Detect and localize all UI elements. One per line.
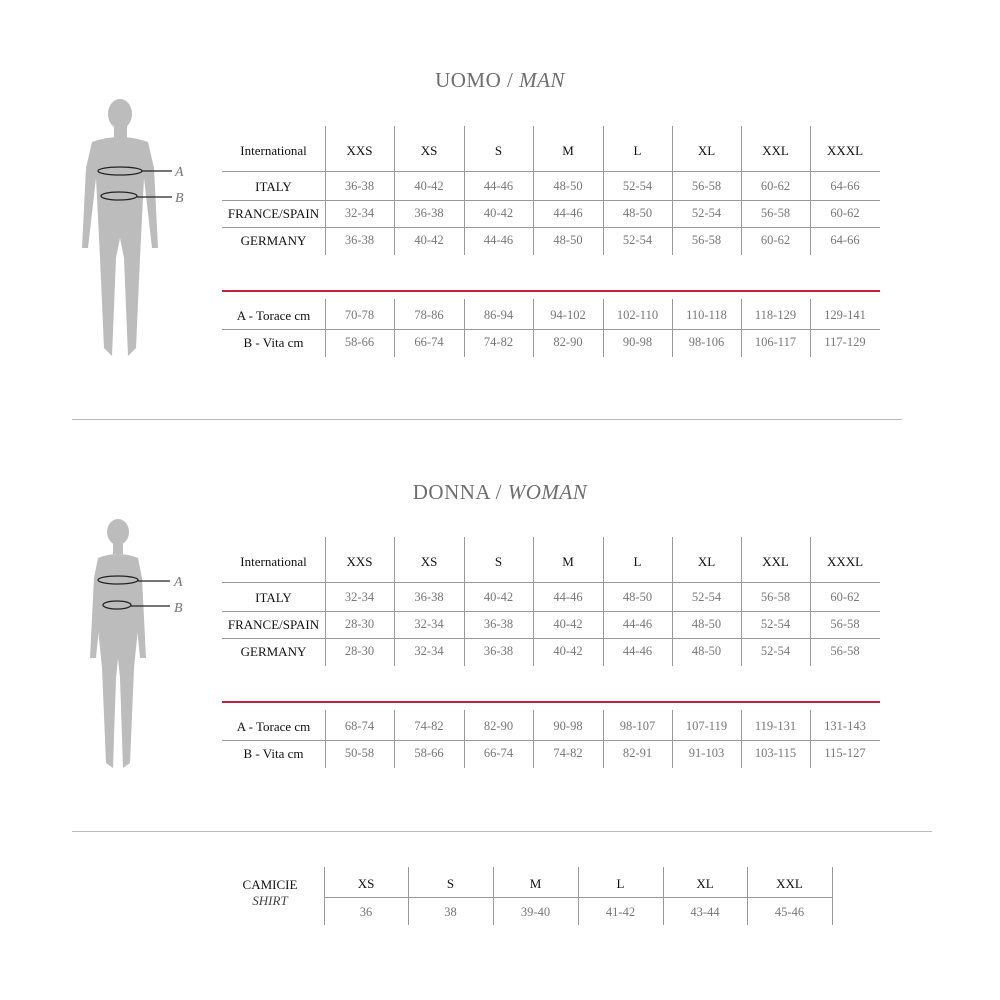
header-label-international: International (240, 143, 307, 158)
size-header-xs: XS (420, 143, 438, 158)
table-cell: 70-78 (344, 308, 375, 322)
table-column-rule (408, 867, 409, 925)
size-header-m: M (562, 143, 574, 158)
table-cell: 56-58 (691, 233, 722, 247)
table-column-rule (533, 299, 534, 357)
table-column-rule (603, 710, 604, 768)
table-cell: 107-119 (685, 719, 728, 733)
table-rule (222, 227, 880, 228)
table-cell: 68-74 (344, 719, 375, 733)
table-cell: 36-38 (483, 644, 514, 658)
table-column-rule (672, 537, 673, 666)
size-header-l: L (633, 554, 642, 569)
table-cell: 115-127 (824, 746, 866, 760)
table-column-rule (394, 299, 395, 357)
table-cell: 44-46 (553, 206, 583, 220)
table-column-rule (672, 126, 673, 255)
table-column-rule (325, 126, 326, 255)
table-cell: 64-66 (830, 179, 860, 193)
table-column-rule (603, 126, 604, 255)
table-cell: 56-58 (691, 179, 722, 193)
table-rule (222, 582, 880, 583)
table-cell: 98-106 (688, 335, 725, 349)
table-cell: 74-82 (553, 746, 583, 760)
table-column-rule (741, 710, 742, 768)
size-header-xs: XS (420, 554, 438, 569)
table-column-rule (810, 537, 811, 666)
table-cell: 45-46 (774, 905, 805, 919)
table-column-rule (533, 126, 534, 255)
table-column-rule (464, 299, 465, 357)
table-column-rule (603, 537, 604, 666)
row-label-germany: GERMANY (240, 233, 307, 248)
shirt-size-xl: XL (696, 876, 714, 891)
shirt-size-m: M (529, 876, 542, 891)
table-cell: 60-62 (830, 206, 860, 220)
table-cell: 32-34 (414, 644, 444, 658)
shirt-label-line2: SHIRT (252, 893, 288, 908)
table-cell: 32-34 (344, 590, 375, 604)
table-cell: 56-58 (830, 617, 860, 631)
man-body-figure (72, 98, 192, 363)
table-cell: 60-62 (760, 179, 791, 193)
table-cell: 74-82 (483, 335, 514, 349)
woman-body-figure (80, 518, 200, 773)
table-column-rule (603, 299, 604, 357)
table-column-rule (325, 537, 326, 666)
table-cell: 131-143 (824, 719, 866, 733)
table-cell: 118-129 (754, 308, 797, 322)
size-header-xl: XL (697, 143, 716, 158)
row-label-france-spain: FRANCE/SPAIN (227, 617, 320, 632)
table-cell: 78-86 (414, 308, 444, 322)
shirt-size-s: S (446, 876, 455, 891)
section-divider (72, 831, 932, 832)
measure-label: B - Vita cm (243, 746, 304, 761)
table-cell: 44-46 (622, 617, 653, 631)
table-cell: 40-42 (553, 644, 583, 658)
table-column-rule (325, 299, 326, 357)
measure-label: B - Vita cm (243, 335, 304, 350)
table-cell: 48-50 (553, 179, 583, 193)
table-cell: 48-50 (622, 590, 653, 604)
accent-divider (222, 290, 880, 292)
table-cell: 36-38 (483, 617, 514, 631)
table-column-rule (832, 867, 833, 925)
table-cell: 82-91 (622, 746, 653, 760)
table-rule (222, 611, 880, 612)
man-title-italic: MAN (519, 68, 565, 92)
table-cell: 102-110 (616, 308, 659, 322)
table-cell: 64-66 (830, 233, 860, 247)
table-cell: 48-50 (622, 206, 653, 220)
size-header-xxs: XXS (346, 143, 373, 158)
shirt-label-line1: CAMICIE (242, 877, 298, 892)
table-cell: 58-66 (344, 335, 375, 349)
table-column-rule (672, 710, 673, 768)
table-cell: 60-62 (760, 233, 791, 247)
woman-title-plain: DONNA / (412, 480, 508, 504)
table-cell: 40-42 (553, 617, 583, 631)
table-cell: 32-34 (344, 206, 375, 220)
table-cell: 52-54 (691, 206, 722, 220)
table-cell: 52-54 (760, 617, 791, 631)
row-label-italy: ITALY (255, 179, 292, 194)
size-header-s: S (494, 554, 503, 569)
table-cell: 44-46 (483, 233, 514, 247)
table-cell: 44-46 (553, 590, 583, 604)
table-cell: 74-82 (414, 719, 444, 733)
size-header-xxl: XXL (762, 554, 789, 569)
table-cell: 117-129 (824, 335, 866, 349)
table-column-rule (533, 710, 534, 768)
table-column-rule (464, 126, 465, 255)
table-cell: 106-117 (754, 335, 797, 349)
woman-label-a: A (174, 575, 183, 590)
table-rule (222, 171, 880, 172)
shirt-label (228, 877, 312, 909)
table-cell: 36-38 (344, 233, 375, 247)
row-label-germany: GERMANY (240, 644, 307, 659)
table-column-rule (464, 710, 465, 768)
table-cell: 41-42 (605, 905, 636, 919)
row-label-italy: ITALY (255, 590, 292, 605)
section-divider (72, 419, 902, 420)
table-column-rule (672, 299, 673, 357)
row-label-france-spain: FRANCE/SPAIN (227, 206, 320, 221)
table-cell: 90-98 (553, 719, 583, 733)
table-cell: 44-46 (622, 644, 653, 658)
table-cell: 52-54 (622, 233, 653, 247)
size-header-m: M (562, 554, 574, 569)
table-cell: 39-40 (520, 905, 551, 919)
man-label-b: B (175, 191, 184, 206)
size-header-xxxl: XXXL (826, 143, 864, 158)
table-cell: 82-90 (483, 719, 514, 733)
accent-divider (222, 701, 880, 703)
table-cell: 52-54 (691, 590, 722, 604)
size-header-s: S (494, 143, 503, 158)
man-section-title (0, 68, 1000, 93)
table-cell: 36-38 (414, 590, 444, 604)
table-cell: 48-50 (691, 617, 722, 631)
shirt-size-xxl: XXL (776, 876, 803, 891)
table-column-rule (810, 710, 811, 768)
table-cell: 40-42 (414, 233, 444, 247)
table-cell: 86-94 (483, 308, 514, 322)
table-cell: 56-58 (830, 644, 860, 658)
table-rule (222, 329, 880, 330)
table-cell: 32-34 (414, 617, 444, 631)
table-cell: 48-50 (553, 233, 583, 247)
measure-label: A - Torace cm (236, 719, 311, 734)
table-column-rule (464, 537, 465, 666)
woman-section-title (0, 480, 1000, 505)
size-header-xl: XL (697, 554, 716, 569)
table-cell: 98-107 (619, 719, 656, 733)
size-header-xxxl: XXXL (826, 554, 864, 569)
table-column-rule (663, 867, 664, 925)
table-cell: 36 (359, 905, 373, 919)
table-cell: 90-98 (622, 335, 653, 349)
size-header-xxl: XXL (762, 143, 789, 158)
table-cell: 40-42 (414, 179, 444, 193)
table-column-rule (394, 710, 395, 768)
table-cell: 82-90 (553, 335, 583, 349)
table-rule (222, 740, 880, 741)
table-cell: 38 (444, 905, 457, 919)
table-column-rule (325, 710, 326, 768)
table-cell: 94-102 (550, 308, 586, 322)
table-column-rule (747, 867, 748, 925)
table-column-rule (741, 537, 742, 666)
table-cell: 56-58 (760, 590, 791, 604)
header-label-international: International (240, 554, 307, 569)
table-column-rule (493, 867, 494, 925)
man-title-plain: UOMO / (435, 68, 520, 92)
table-cell: 44-46 (483, 179, 514, 193)
table-column-rule (578, 867, 579, 925)
table-cell: 40-42 (483, 590, 514, 604)
table-cell: 52-54 (760, 644, 791, 658)
table-cell: 58-66 (414, 746, 444, 760)
table-cell: 60-62 (830, 590, 860, 604)
table-cell: 28-30 (344, 617, 375, 631)
table-column-rule (741, 126, 742, 255)
size-header-xxs: XXS (346, 554, 373, 569)
measure-label: A - Torace cm (236, 308, 311, 323)
table-rule (222, 200, 880, 201)
table-column-rule (324, 867, 325, 925)
table-cell: 28-30 (344, 644, 375, 658)
shirt-size-xs: XS (357, 876, 375, 891)
table-cell: 36-38 (414, 206, 444, 220)
table-cell: 91-103 (688, 746, 725, 760)
table-column-rule (394, 537, 395, 666)
table-cell: 119-131 (754, 719, 797, 733)
table-cell: 40-42 (483, 206, 514, 220)
man-label-a: A (175, 165, 184, 180)
table-cell: 56-58 (760, 206, 791, 220)
woman-label-b: B (174, 601, 183, 616)
shirt-size-l: L (616, 876, 625, 891)
table-cell: 129-141 (824, 308, 866, 322)
table-cell: 43-44 (690, 905, 720, 919)
table-cell: 103-115 (754, 746, 797, 760)
table-cell: 66-74 (414, 335, 444, 349)
table-cell: 66-74 (483, 746, 514, 760)
table-column-rule (741, 299, 742, 357)
size-header-l: L (633, 143, 642, 158)
table-column-rule (810, 299, 811, 357)
table-cell: 110-118 (686, 308, 727, 322)
table-cell: 50-58 (344, 746, 375, 760)
table-column-rule (394, 126, 395, 255)
table-cell: 36-38 (344, 179, 375, 193)
table-cell: 48-50 (691, 644, 722, 658)
table-rule (222, 638, 880, 639)
table-cell: 52-54 (622, 179, 653, 193)
table-column-rule (810, 126, 811, 255)
woman-title-italic: WOMAN (507, 480, 588, 504)
table-column-rule (533, 537, 534, 666)
